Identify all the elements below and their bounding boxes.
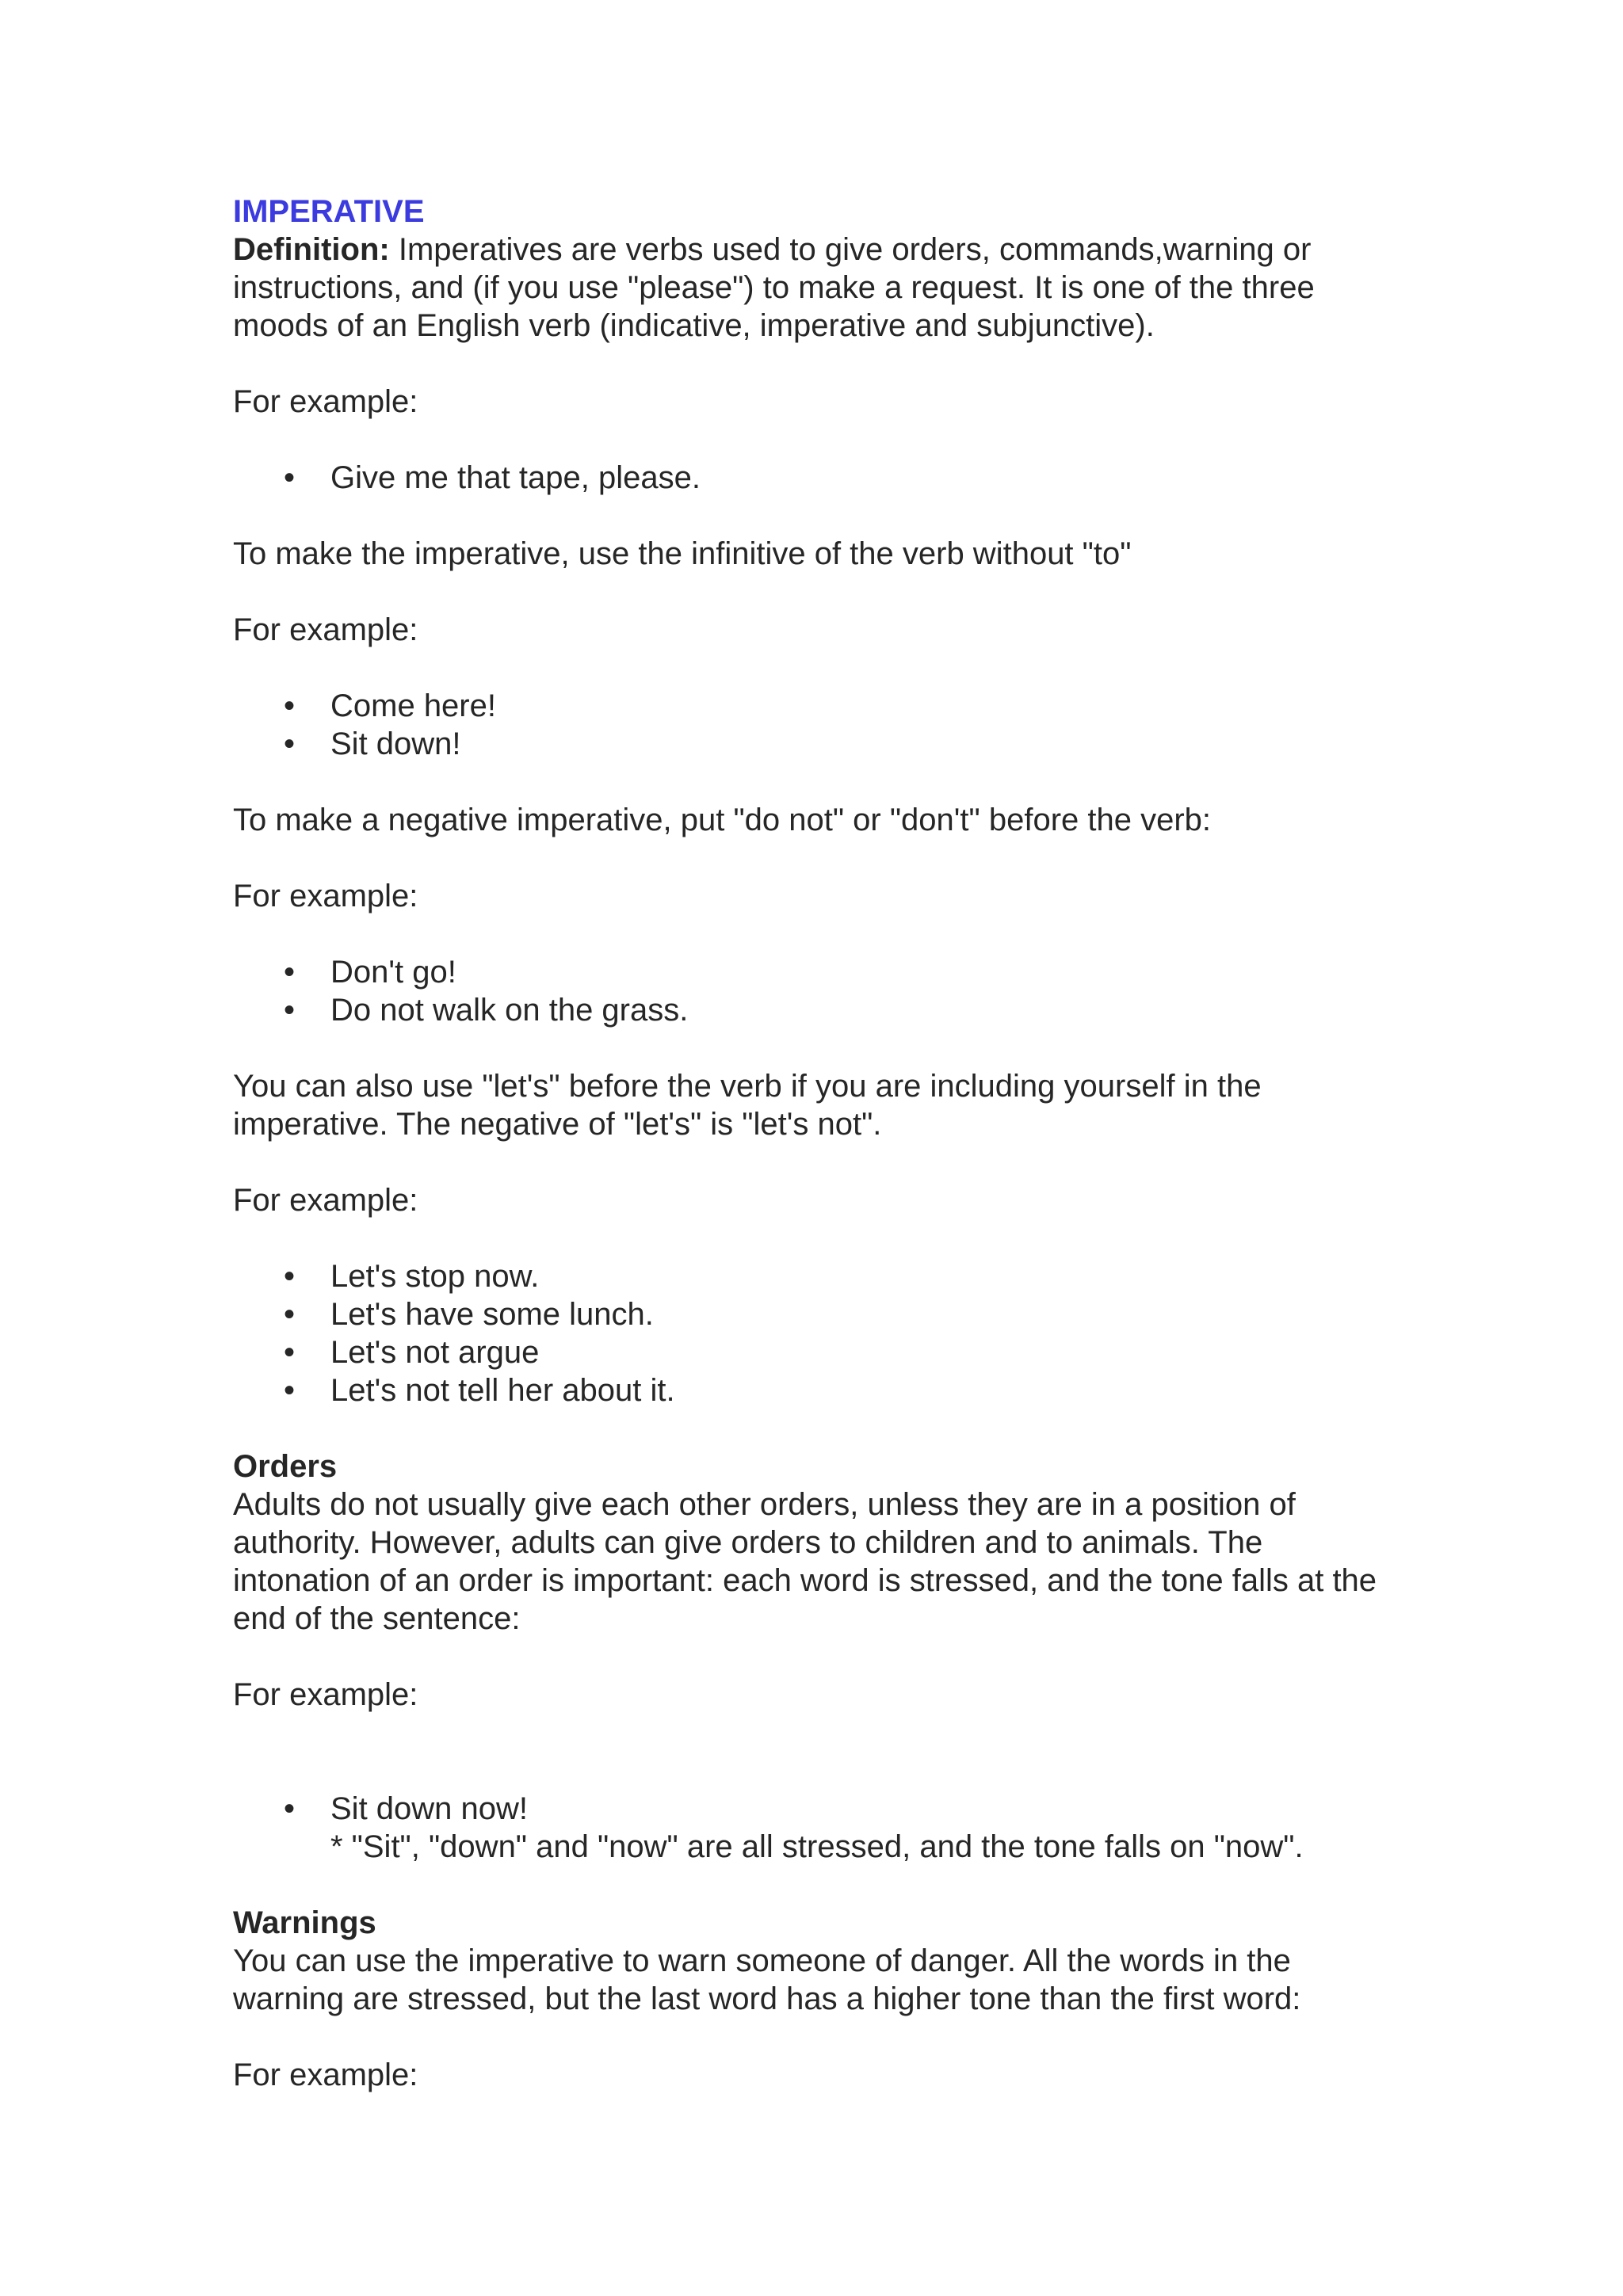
list-item: • Come here! [284, 688, 496, 723]
warnings-heading: Warnings [233, 1905, 376, 1940]
bullet-icon: • [284, 727, 296, 761]
lets-paragraph: You can also use "let's" before the verb if you are including yourself in the imperative. The negative of "let's" is "let's not". [233, 1069, 1262, 1142]
bullet-icon: • [284, 688, 296, 723]
orders-paragraph: Adults do not usually give each other orders, unless they are in a position of authority. However, adults can give orders to children and to animals. The intonation of an order is important: each word is stressed, and the tone falls at the end of the sentence: [233, 1487, 1377, 1636]
page-title: IMPERATIVE [233, 194, 425, 229]
list-item: • Give me that tape, please. [284, 460, 701, 495]
orders-example: Sit down now! [330, 1791, 529, 1826]
bullet-icon: • [284, 1373, 296, 1408]
for-example-label: For example: [233, 2058, 418, 2092]
document-page [233, 193, 1406, 2094]
example-list-1 [233, 459, 1406, 497]
for-example-label: For example: [233, 1677, 418, 1712]
definition-paragraph [233, 231, 1406, 345]
warnings-paragraph: You can use the imperative to warn someone of danger. All the words in the warning are stressed, but the last word has a higher tone than the first word: [233, 1943, 1301, 2016]
example-list-3 [233, 953, 1406, 1029]
definition-label: Definition: [233, 232, 390, 267]
example-list-5 [233, 1790, 1406, 1866]
bullet-icon: • [284, 1297, 296, 1332]
list-item [233, 1790, 1406, 1866]
list-item: • Let's not argue [284, 1335, 540, 1370]
orders-example-note: * "Sit", "down" and "now" are all stressed, and the tone falls on "now". [330, 1829, 1304, 1864]
orders-heading: Orders [233, 1449, 338, 1484]
bullet-icon: • [284, 460, 296, 495]
list-item: • Don't go! [284, 955, 456, 990]
bullet-icon: • [284, 955, 296, 990]
list-item: • Let's not tell her about it. [284, 1373, 675, 1408]
for-example-label: For example: [233, 384, 418, 419]
for-example-label: For example: [233, 879, 418, 913]
list-item: • Let's stop now. [284, 1259, 540, 1294]
list-item: • Let's have some lunch. [284, 1297, 654, 1332]
for-example-label: For example: [233, 612, 418, 647]
negative-paragraph: To make a negative imperative, put "do not" or "don't" before the verb: [233, 803, 1212, 837]
for-example-label: For example: [233, 1183, 418, 1218]
infinitive-paragraph: To make the imperative, use the infinitive of the verb without "to" [233, 536, 1132, 571]
example-list-4 [233, 1257, 1406, 1409]
bullet-icon: • [284, 1259, 296, 1294]
example-list-2 [233, 687, 1406, 763]
list-item: • Do not walk on the grass. [284, 993, 689, 1028]
bullet-icon: • [284, 1791, 296, 1826]
bullet-icon: • [284, 993, 296, 1028]
bullet-icon: • [284, 1335, 296, 1370]
definition-text: Imperatives are verbs used to give orders, commands,warning or instructions, and (if you use "please") to make a request. It is one of the three moods of an English verb (indicative, imperative and subjunctive). [233, 232, 1315, 343]
list-item: • Sit down! [284, 727, 461, 761]
